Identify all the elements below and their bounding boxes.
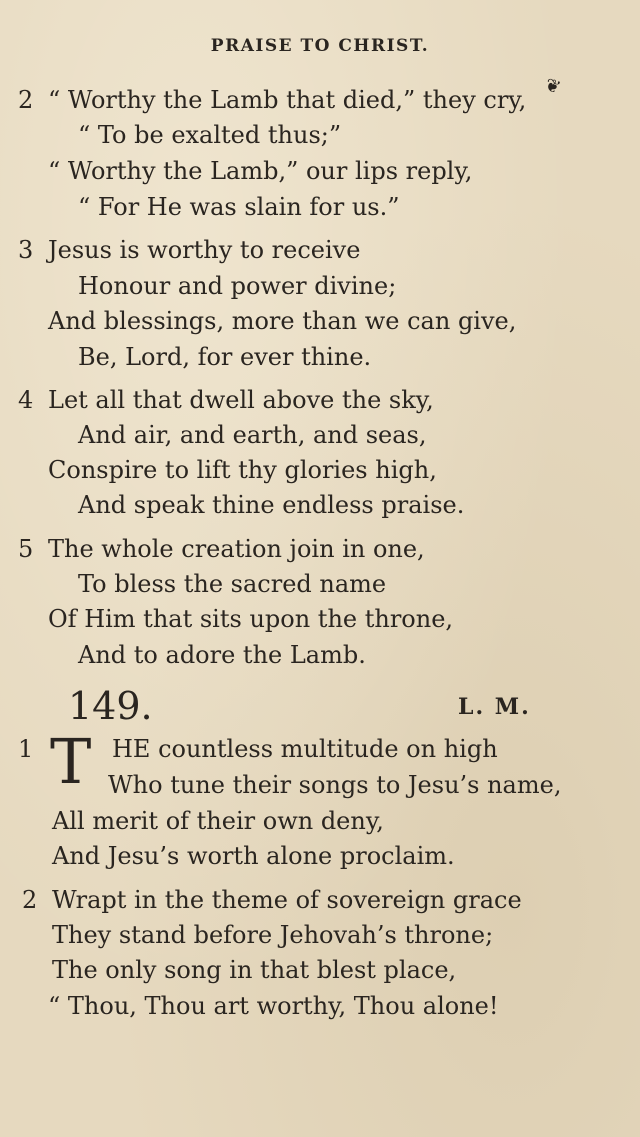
hymn-number: 149.	[68, 684, 153, 728]
verse-line: “ Worthy the Lamb,” our lips reply,	[48, 157, 473, 185]
verse-line: “ For He was slain for us.”	[78, 193, 400, 221]
verse-line: “ Thou, Thou art worthy, Thou alone!	[48, 992, 499, 1020]
verse-line: HE countless multitude on high	[112, 735, 498, 763]
verse-line: Let all that dwell above the sky,	[48, 386, 434, 414]
margin-mark: ❦	[541, 74, 564, 99]
stanza-number: 2	[18, 86, 34, 114]
stanza-number: 3	[18, 236, 34, 264]
verse-line: Who tune their songs to Jesu’s name,	[108, 771, 562, 799]
verse-line: The whole creation join in one,	[48, 535, 425, 563]
drop-cap: T	[50, 725, 92, 798]
verse-line: To bless the sacred name	[78, 570, 387, 598]
stanza-number: 4	[18, 386, 34, 414]
verse-line: Of Him that sits upon the throne,	[48, 605, 454, 633]
verse-line: Wrapt in the theme of sovereign grace	[52, 886, 522, 914]
stanza-number: 2	[22, 886, 38, 914]
running-header: PRAISE TO CHRIST.	[210, 36, 430, 56]
verse-line: All merit of their own deny,	[52, 807, 384, 835]
verse-line: “ Worthy the Lamb that died,” they cry,	[48, 86, 527, 114]
verse-line: And Jesu’s worth alone proclaim.	[52, 842, 455, 870]
verse-line: And air, and earth, and seas,	[78, 421, 427, 449]
verse-line: They stand before Jehovah’s throne;	[52, 921, 494, 949]
verse-line: Be, Lord, for ever thine.	[78, 343, 372, 371]
hymn-meter: L. M.	[458, 694, 531, 720]
stanza-number: 1	[18, 735, 34, 763]
verse-line: The only song in that blest place,	[52, 956, 457, 984]
verse-line: And blessings, more than we can give,	[48, 307, 517, 335]
verse-line: And to adore the Lamb.	[78, 641, 366, 669]
stanza-number: 5	[18, 535, 34, 563]
verse-line: Conspire to lift thy glories high,	[48, 456, 437, 484]
verse-line: “ To be exalted thus;”	[78, 121, 342, 149]
verse-line: Jesus is worthy to receive	[48, 236, 361, 264]
verse-line: And speak thine endless praise.	[78, 491, 465, 519]
verse-line: Honour and power divine;	[78, 272, 397, 300]
